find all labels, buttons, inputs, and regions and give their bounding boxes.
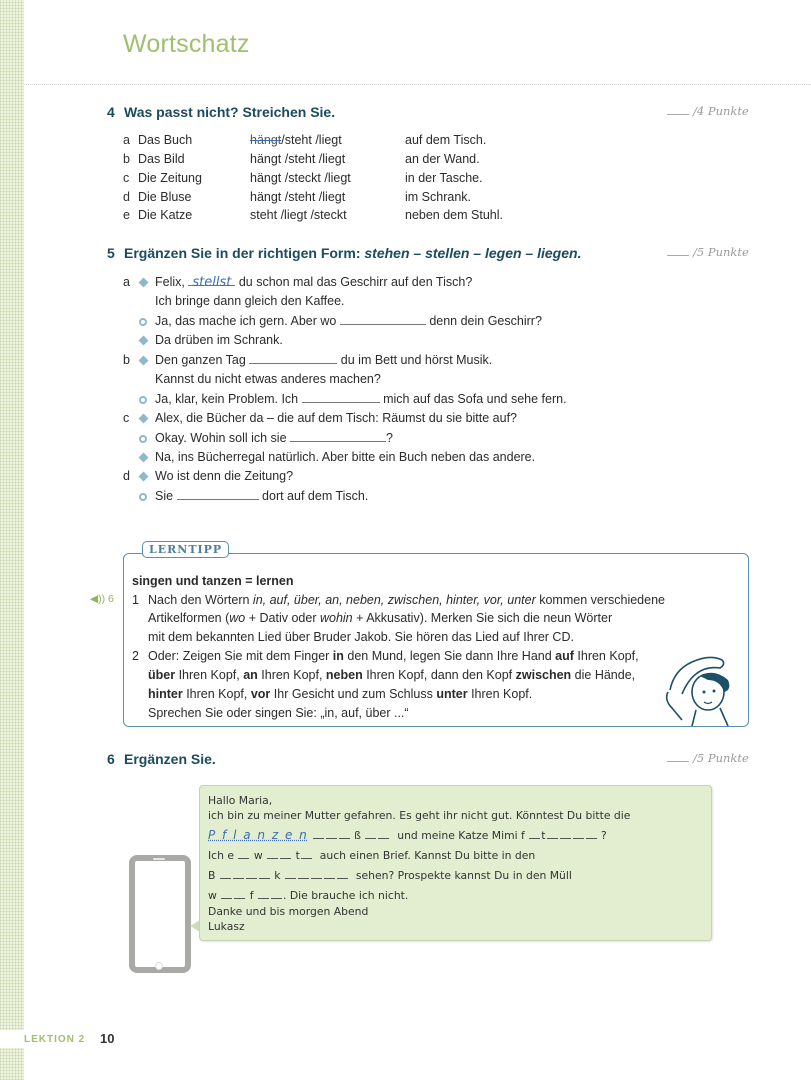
speaker-a-diamond-icon	[139, 472, 149, 482]
verb-options[interactable]: steht /liegt /steckt	[250, 208, 347, 222]
message-line: Danke und bis morgen Abend	[208, 905, 369, 918]
side-decoration-strip	[0, 0, 24, 1080]
letter-gap[interactable]	[221, 890, 232, 899]
verb-options[interactable]: hängt /steht /liegt	[250, 152, 346, 166]
message-line: B k sehen? Prospekte kannst Du in den Müll	[208, 869, 572, 882]
message-line: Ich e w t auch einen Brief. Kannst Du bitte in den	[208, 849, 536, 862]
letter-gap[interactable]	[285, 870, 296, 879]
answer-field[interactable]	[249, 351, 337, 364]
person-hand-on-head-illustration	[662, 640, 752, 728]
lerntipp-label: LERNTIPP	[142, 541, 229, 558]
letter-gap[interactable]	[529, 830, 540, 839]
verb-options[interactable]: hängt /steht /liegt	[250, 190, 346, 204]
smartphone-icon	[129, 855, 191, 973]
lerntipp-title: singen und tanzen = lernen	[132, 574, 294, 588]
letter-gap[interactable]	[298, 870, 309, 879]
exercise-5-heading: 5 Ergänzen Sie in der richtigen Form: stehen – stellen – legen – liegen.	[107, 245, 582, 261]
audio-track-icon[interactable]: ◀)) 6	[90, 593, 114, 605]
exercise-4-points: /4 Punkte	[667, 104, 749, 118]
lerntipp-item-1-line: mit dem bekannten Lied über Bruder Jakob. Sie hören das Lied auf Ihrer CD.	[148, 630, 574, 644]
answer-field[interactable]	[177, 487, 259, 500]
exercise-5-points: /5 Punkte	[667, 245, 749, 259]
exercise-4-row: b Das Bild hängt /steht /liegt an der Wand.	[123, 152, 480, 170]
letter-gap[interactable]	[365, 830, 376, 839]
letter-gap[interactable]	[313, 830, 324, 839]
verb-options[interactable]: hängt/steht /liegt	[250, 133, 342, 147]
letter-gap[interactable]	[259, 870, 270, 879]
lerntipp-item-2-line: über Ihren Kopf, an Ihren Kopf, neben Ihren Kopf, dann den Kopf zwischen die Hände,	[148, 668, 636, 682]
lerntipp-item-2: 2 Oder: Zeigen Sie mit dem Finger in den Mund, legen Sie dann Ihre Hand auf Ihren Kopf,	[132, 649, 639, 663]
score-field[interactable]	[667, 247, 689, 256]
exercise-6-points: /5 Punkte	[667, 751, 749, 765]
message-line: Lukasz	[208, 920, 245, 933]
lerntipp-item-2-line: hinter Ihren Kopf, vor Ihr Gesicht und zum Schluss unter Ihren Kopf.	[148, 687, 533, 701]
answer-field[interactable]: P f l a n z e n	[208, 828, 309, 842]
letter-gap[interactable]	[326, 830, 337, 839]
exercise-4-row: e Die Katze steht /liegt /steckt neben dem Stuhl.	[123, 208, 503, 226]
exercise-4-row: c Die Zeitung hängt /steckt /liegt in der Tasche.	[123, 171, 483, 189]
speaker-b-circle-icon	[139, 435, 147, 443]
letter-gap[interactable]	[220, 870, 231, 879]
speaker-b-circle-icon	[139, 493, 147, 501]
exercise-4-row: a Das Buch hängt/steht /liegt auf dem Tisch.	[123, 133, 486, 151]
lerntipp-item-1: 1 Nach den Wörtern in, auf, über, an, neben, zwischen, hinter, vor, unter kommen verschiedene	[132, 593, 665, 607]
exercise-number: 4	[107, 104, 115, 120]
message-line: P f l a n z e n ß und meine Katze Mimi f t ?	[208, 828, 607, 842]
score-field[interactable]	[667, 106, 689, 115]
verb-options[interactable]: hängt /steckt /liegt	[250, 171, 351, 185]
letter-gap[interactable]	[233, 870, 244, 879]
letter-gap[interactable]	[271, 890, 282, 899]
page-number: 10	[100, 1031, 115, 1046]
letter-gap[interactable]	[586, 830, 597, 839]
score-field[interactable]	[667, 753, 689, 762]
answer-field[interactable]	[290, 429, 386, 442]
letter-gap[interactable]	[246, 870, 257, 879]
speaker-b-circle-icon	[139, 318, 147, 326]
letter-gap[interactable]	[280, 850, 291, 859]
phone-home-button-icon	[155, 962, 163, 970]
lerntipp-item-1-line: Artikelformen (wo + Dativ oder wohin + Akkusativ). Merken Sie sich die neun Wörter	[148, 611, 613, 625]
letter-gap[interactable]	[258, 890, 269, 899]
answer-field[interactable]: stellst	[188, 273, 235, 286]
letter-gap[interactable]	[238, 850, 249, 859]
header-divider	[24, 84, 811, 85]
speaker-a-diamond-icon	[139, 414, 149, 424]
speaker-a-diamond-icon	[139, 278, 149, 288]
speaker-b-circle-icon	[139, 396, 147, 404]
letter-gap[interactable]	[573, 830, 584, 839]
message-line: w f . Die brauche ich nicht.	[208, 889, 409, 902]
letter-gap[interactable]	[378, 830, 389, 839]
letter-gap[interactable]	[234, 890, 245, 899]
speaker-a-diamond-icon	[139, 453, 149, 463]
dialogue-line: Ich bringe dann gleich den Kaffee.	[155, 294, 345, 308]
message-line: ich bin zu meiner Mutter gefahren. Es geht ihr nicht gut. Könntest Du bitte die	[208, 809, 631, 822]
letter-gap[interactable]	[339, 830, 350, 839]
letter-gap[interactable]	[547, 830, 558, 839]
exercise-4-heading	[107, 104, 335, 120]
letter-gap[interactable]	[301, 850, 312, 859]
answer-field[interactable]	[302, 390, 380, 403]
struck-verb[interactable]: hängt	[250, 133, 282, 147]
speaker-a-diamond-icon	[139, 336, 149, 346]
exercise-6-heading: 6 Ergänzen Sie.	[107, 751, 216, 767]
dialogue-line: Kannst du nicht etwas anderes machen?	[155, 372, 381, 386]
letter-gap[interactable]	[337, 870, 348, 879]
strip-gap	[0, 1030, 24, 1048]
answer-field[interactable]	[340, 312, 426, 325]
message-line: Hallo Maria,	[208, 794, 273, 807]
letter-gap[interactable]	[267, 850, 278, 859]
exercise-4-row: d Die Bluse hängt /steht /liegt im Schrank.	[123, 190, 471, 208]
page-title: Wortschatz	[123, 30, 250, 58]
exercise-instruction: Was passt nicht? Streichen Sie.	[124, 104, 336, 120]
letter-gap[interactable]	[324, 870, 335, 879]
lerntipp-item-2-line: Sprechen Sie oder singen Sie: „in, auf, über ...“	[148, 706, 409, 720]
letter-gap[interactable]	[560, 830, 571, 839]
speaker-a-diamond-icon	[139, 356, 149, 366]
footer-lesson-label: LEKTION 2	[24, 1034, 86, 1045]
letter-gap[interactable]	[311, 870, 322, 879]
